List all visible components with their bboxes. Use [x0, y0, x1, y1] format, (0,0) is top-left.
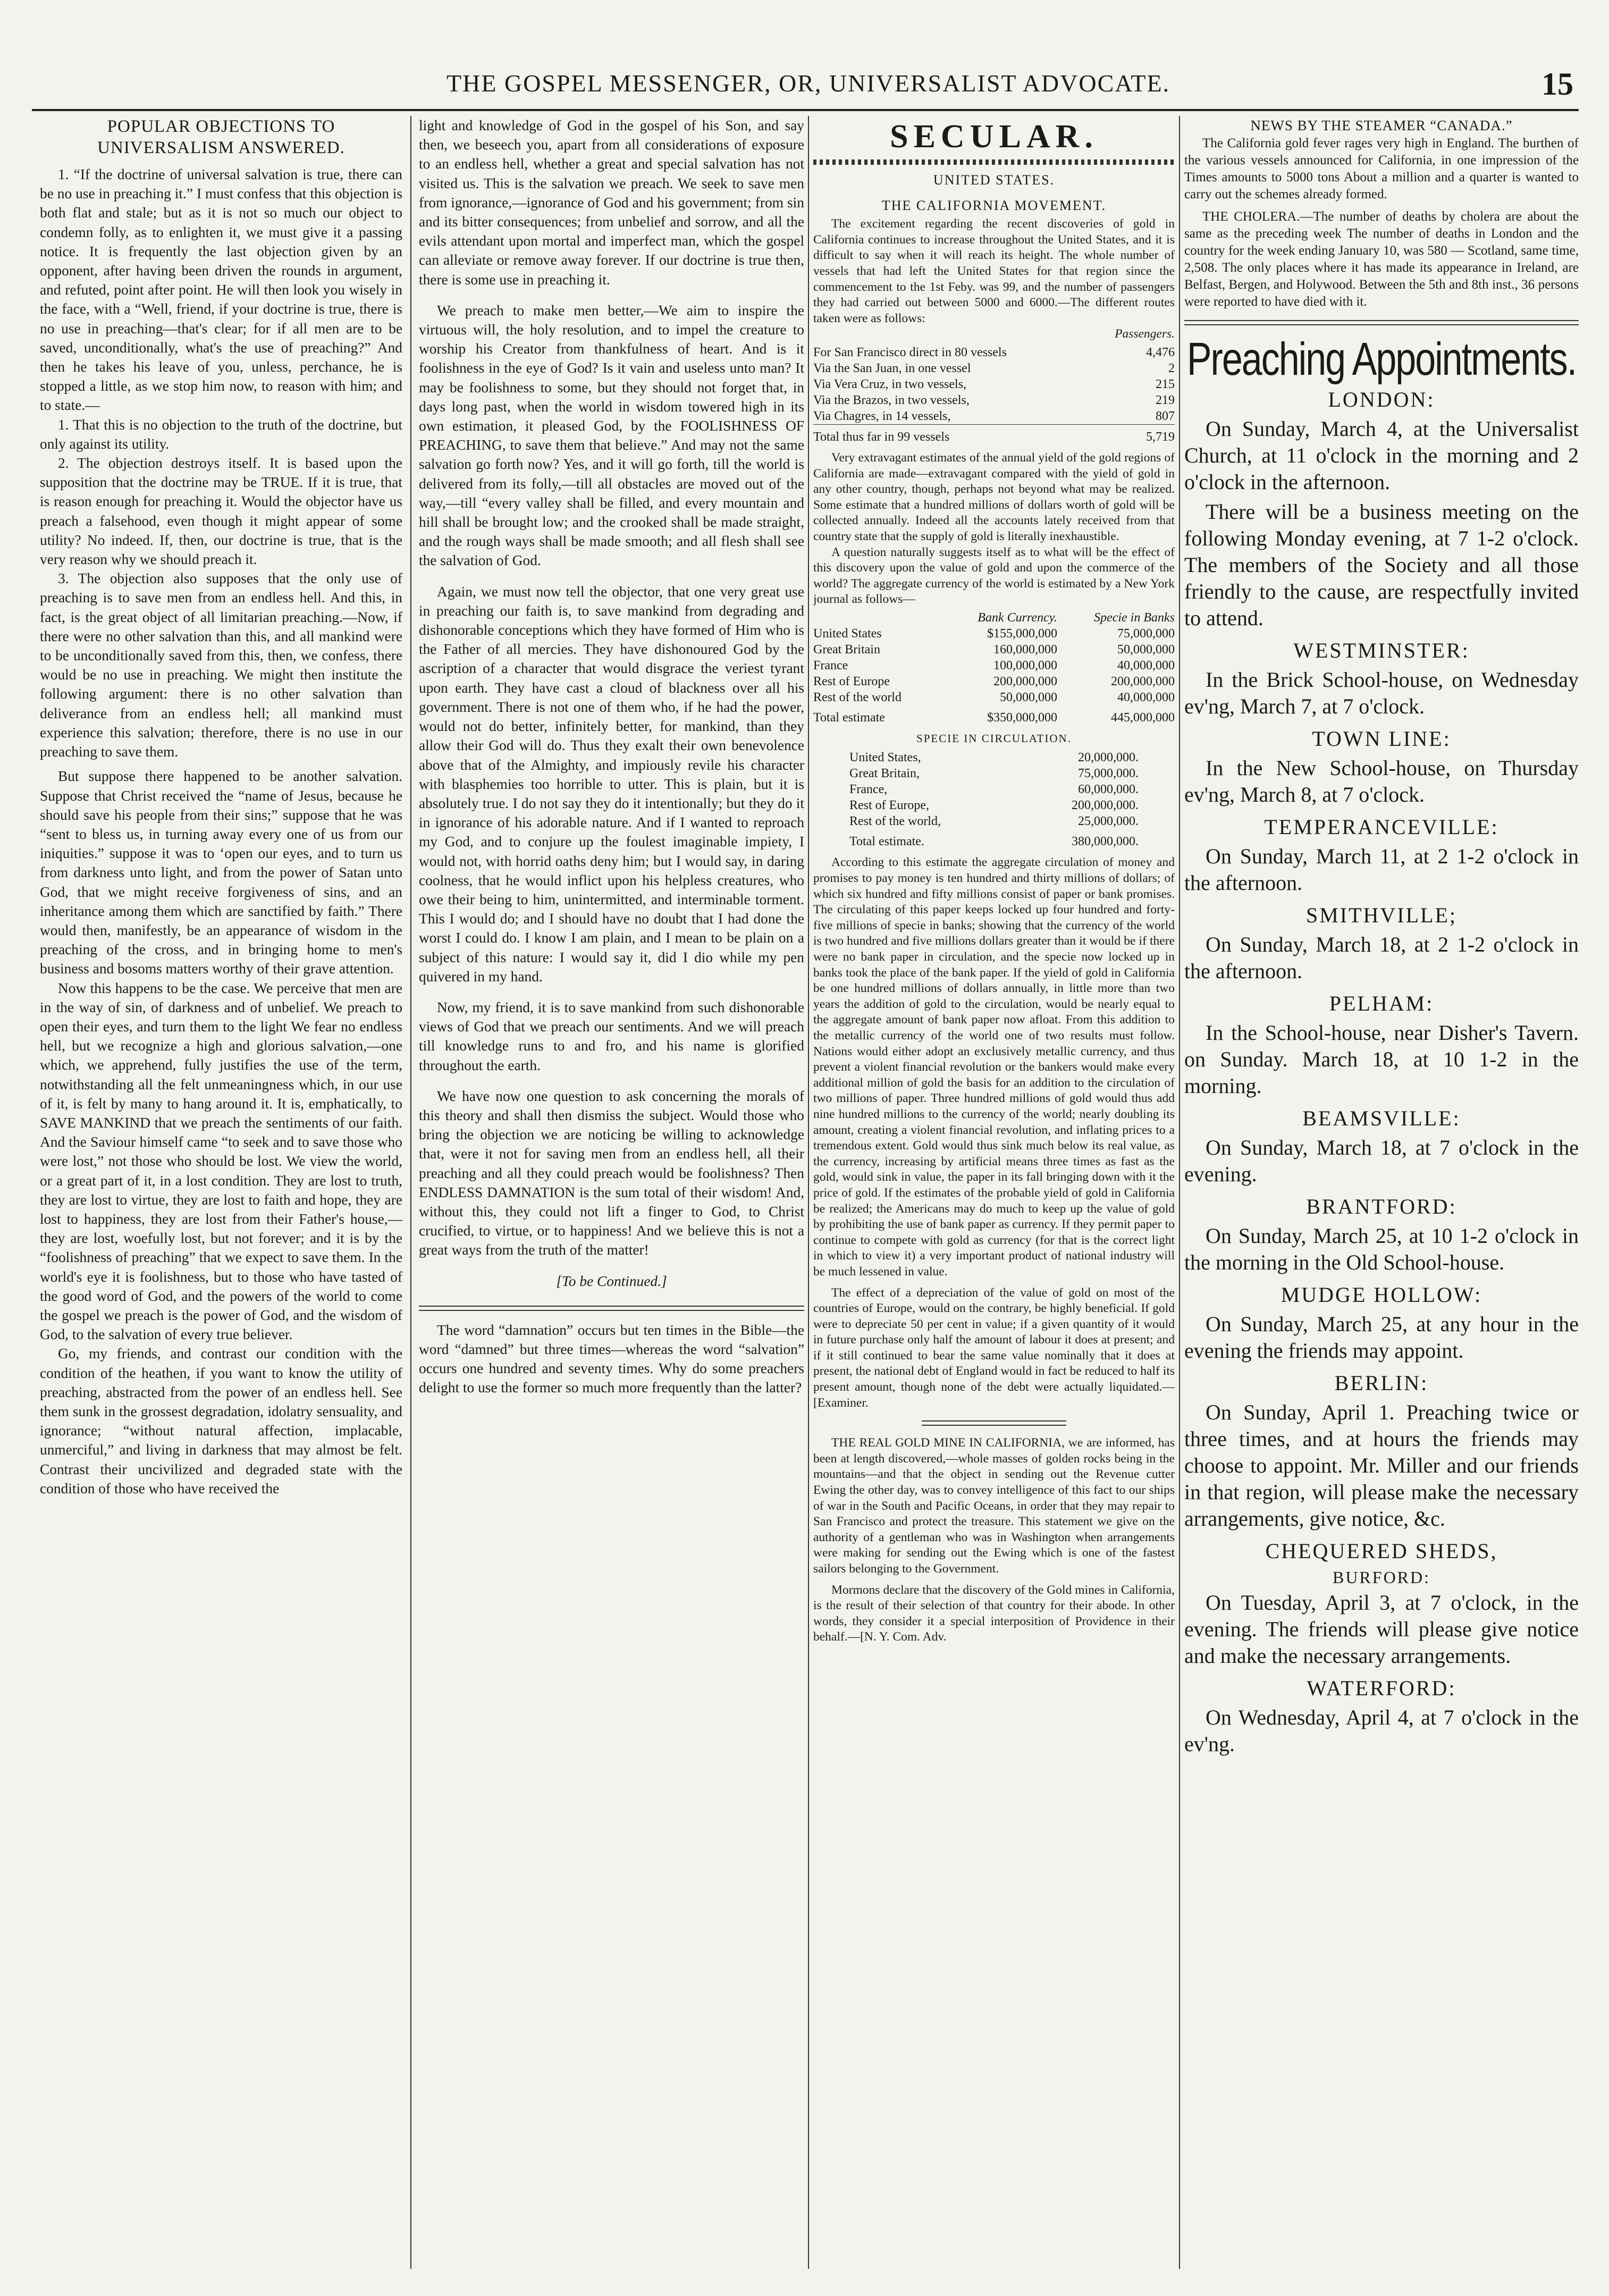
- paragraph: 1. That this is no objection to the truth of the doctrine, but only against its utility.: [40, 416, 402, 452]
- appointment-place: MUDGE HOLLOW:: [1281, 1283, 1482, 1307]
- paragraph: According to this estimate the aggregate circulation of money and promises to pay money is ten hundred and thirty millions of dollars; of which six hundred and fifty millions consist of paper or bank promises. The circulating of this paper keeps locked up four hundred and forty-five millions of specie in banks; showing that the currency of the world is two hundred and five millions dollars greater than it would be if there were no bank paper in circulation, and the specie now locked up in banks took the place of the bank paper. If the yield of gold in California be one hundred millions of dollars annually, in little more than two years the addition of gold to the circulation, would be nearly equal to the aggregate amount of bank paper now afloat. From this addition to the metallic currency of the world one of two results must follow. Nations would either adopt an exclusively metallic currency, and thus prevent a violent financial revolution or the bankers would make every additional million of gold the basis for an addition to the circulation of two millions of paper. Three hundred millions of gold would thus add nine hundred millions to the currency of the world; nearly doubling its amount, creating a violent financial revolution, and inflating prices to a tremendous extent. Gold would thus sink much below its real value, as the currency, increasing by artificial means three times as fast as the gold, would sink in value, the paper in its fall bringing down with it the price of gold. If the estimates of the probable yield of gold in California be realized; the Americans may do much to keep up the value of gold by prohibiting the use of bank paper as currency. If they permit paper to continue to compete with gold as currency (for that is the correct light in which to view it) a very important product of national industry will be much lessened in value.: [813, 855, 1175, 1279]
- appointment-place: LONDON:: [1328, 388, 1435, 412]
- section-heading: SECULAR.: [890, 119, 1098, 155]
- appointment-text: In the School-house, near Disher's Tavern. on Sunday. March 18, at 10 1-2 in the morning.: [1184, 1021, 1579, 1098]
- paragraph: Now, my friend, it is to save mankind from such dishonorable views of God that we preach our sentiments. And we will preach till knowledge runs to and fro, and his name is glorified throughout the earth.: [419, 999, 804, 1073]
- appointment-place: BERLIN:: [1334, 1371, 1429, 1395]
- table-row: Great Britain, 75,000,000.: [849, 767, 1139, 781]
- section-divider: [922, 1420, 1066, 1426]
- appointment-place: BRANTFORD:: [1306, 1195, 1457, 1219]
- table-row: Rest of Europe, 200,000,000.: [849, 798, 1139, 813]
- table-row: Rest of the world, 25,000,000.: [849, 814, 1139, 829]
- table-row: France, 60,000,000.: [849, 783, 1139, 797]
- appointments-title: Preaching Appointments.: [1186, 333, 1577, 385]
- table-header-row: Bank Currency. Specie in Banks: [978, 610, 1175, 625]
- column-rule: [410, 116, 411, 2269]
- table-title: SPECIE IN CIRCULATION.: [916, 731, 1072, 745]
- page-number: 15: [1541, 66, 1573, 102]
- paragraph: A question naturally suggests itself as to what will be the effect of this discovery upon the value of gold and upon the commerce of the world? The aggregate currency of the world is estimated by a New York journal as follows—: [813, 545, 1175, 607]
- specie-table: [849, 750, 1139, 850]
- appointment-text: On Sunday, March 18, at 7 o'clock in the evening.: [1184, 1136, 1579, 1187]
- table-total-row: Total estimate $350,000,000 445,000,000: [813, 710, 1175, 725]
- paragraph: The word “damnation” occurs but ten times in the Bible—the word “damned” but three times—whereas the word “salvation” occurs one hundred and seventy times. Why do some preachers delight to use the former so much more frequently than the latter?: [419, 1322, 804, 1396]
- paragraph: We preach to make men better,—We aim to inspire the virtuous will, the holy resolution, and to impel the creature to worship his Creator from thankfulness of heart. And is it foolishness in the eye of God? Is it vain and useless unto man? It may be foolishness to some, but they should not forget that, in days long past, when the world in wisdom towered high in its own estimation, it pleased God, by the FOOLISHNESS OF PREACHING, to save them that believe.” And may not the same salvation go forth now? Yes, and it will go forth, till the world is delivered from its folly,—till all obstacles are moved out of the way,—till “every valley shall be filled, and every mountain and hill shall be brought low; and the crooked shall be made straight, and the rough ways shall be made smooth; and all flesh shall see the salvation of God.: [419, 302, 804, 569]
- appointment-place: TOWN LINE:: [1312, 727, 1451, 751]
- appointment-place: CHEQUERED SHEDS,: [1265, 1539, 1498, 1563]
- column-rule: [1179, 116, 1180, 2269]
- table-row: Via Chagres, in 14 vessels, 807: [813, 409, 1175, 423]
- appointment-place: WESTMINSTER:: [1293, 638, 1470, 663]
- appointment-text: On Wednesday, April 4, at 7 o'clock in the ev'ng.: [1184, 1705, 1579, 1756]
- table-row: For San Francisco direct in 80 vessels 4,476: [813, 345, 1175, 359]
- paragraph: THE REAL GOLD MINE IN CALIFORNIA, we are informed, has been at length discovered,—whole masses of golden rocks being in the mountains—and that the object in sending out the Revenue cutter Ewing the other day, was to convey intelligence of this fact to our ships of war in the South and Pacific Oceans, in order that they may repair to San Francisco and protect the treasure. This statement we give on the authority of a gentleman who was in Washington when arrangements were making for sending out the Ewing which is one of the fastest sailors belonging to the Government.: [813, 1436, 1175, 1576]
- paragraph: The effect of a depreciation of the value of gold on most of the countries of Europe, would on the contrary, be highly beneficial. If gold were to depreciate 50 per cent in value; if a given quantity of it would in future purchase only half the amount of labour it does at present; and if it still continued to bear the same value nominally that it does at present, the national debt of England would in fact be reduced to half its present amount, though none of the debt were actually liquidated.—[Examiner.: [813, 1285, 1175, 1410]
- continued-note: [To be Continued.]: [556, 1273, 667, 1289]
- paragraph: Again, we must now tell the objector, that one very great use in preaching our faith is, to save mankind from degrading and dishonorable conceptions which they have formed of Him who is the Father of all mercies. They have dishonoured God by the ascription of a character that would disgrace the veriest tyrant upon earth. They have cast a cloud of blackness over all his government. There is not one of them who, if he had the power, would not do better, infinitely better, for mankind, than they allow their God will do. Thus they exalt their own benevolence above that of the Almighty, and impiously revile his character with blasphemies too horrible to utter. This is plain, but it is absolutely true. I do not say they do it intentionally; but they do it in ignorance of his adorable nature. And if I wanted to reproach my God, and to conjure up the foulest imaginable impiety, I would not, with horrid oaths deny him; but I would say, in daring coolness, that he would inflict upon his helpless creatures, who owe their being to him, unintermitted, and interminable torment. This I would do; and I should have no doubt that I had done the worst I could do. I know I am plain, and I mean to be plain on a subject of this nature: I would say it, did I dio while my pen quivered in my hand.: [419, 583, 804, 985]
- subheading: UNITED STATES.: [933, 172, 1055, 188]
- paragraph: light and knowledge of God in the gospel of his Son, and say then, we beseech you, apart from all considerations of exposure to an endless hell, whether a great and special salvation has not visited us. This is the salvation we preach. We seek to save men from ignorance,—ignorance of God and his government; from sin and its bitter consequences; from unbelief and sorrow, and all the evils attendant upon mortal and imperfect man, which the gospel can alleviate or remove away forever. If our doctrine is true then, there is some use in preaching it.: [419, 117, 804, 288]
- paragraph: 2. The objection destroys itself. It is based upon the supposition that the doctrine may be TRUE. If it is true, that is reason enough for preaching it. Would the objector have us preach a falsehood, even though it might appear of some utility? No indeed. If, then, our doctrine is true, that is the very reason why we should preach it.: [40, 455, 402, 568]
- routes-table: [813, 344, 1175, 445]
- appointment-place: SMITHVILLE;: [1305, 903, 1458, 928]
- appointment-text: On Sunday, March 25, at any hour in the evening the friends may appoint.: [1184, 1312, 1579, 1363]
- column-3: [813, 116, 1175, 2264]
- appointment-text: On Sunday, March 4, at the Universalist Church, at 11 o'clock in the morning and 2 o'clock in the afternoon.: [1184, 417, 1579, 494]
- bank-currency-table: [813, 610, 1175, 726]
- paragraph: Very extravagant estimates of the annual yield of the gold regions of California are made—extravagant compared with the yield of gold in any other country, though, perhaps not beyond what may be realized. Some estimate that a hundred millions of dollars worth of gold will be collected annually. Indeed all the accounts lately received from that country state that the supply of gold is literally inexhaustible.: [813, 450, 1175, 543]
- section-divider: [419, 1306, 804, 1311]
- running-head: THE GOSPEL MESSENGER, OR, UNIVERSALIST ADVOCATE.: [447, 70, 1170, 97]
- paragraph: THE CHOLERA.—The number of deaths by cholera are about the same as the preceding week The number of deaths in London and the country for the week ending January 10, was 580 — Scotland, same time, 2,508. The only places where it has made its appearance in Ireland, are Belfast, Bergen, and Holywood. Between the 5th and 8th inst., 36 persons were reported to have died with it.: [1184, 209, 1579, 309]
- column-4: [1184, 116, 1579, 2264]
- appointment-text: On Tuesday, April 3, at 7 o'clock, in the evening. The friends will please give notice and make the necessary arrangements.: [1184, 1591, 1579, 1668]
- table-row: Via the San Juan, in one vessel 2: [813, 361, 1175, 375]
- table-row: Via the Brazos, in two vessels, 219: [813, 393, 1175, 407]
- appointment-place: PELHAM:: [1329, 991, 1434, 1016]
- paragraph: We have now one question to ask concerning the morals of this theory and shall then dismiss the subject. Would those who bring the objection we are noticing be willing to acknowledge that, were it not for saving men from an endless hell, all their preaching and all they could preach would be foolishness? Then ENDLESS DAMNATION is the sum total of their wisdom! And, without this, they could not lift a finger to God, to Christ crucified, to virtue, or to happiness! And we believe this is not a great ways from the truth of the matter!: [419, 1088, 804, 1258]
- appointment-text: On Sunday, April 1. Preaching twice or three times, and at hours the friends may choose to appoint. Mr. Miller and our friends in that region, will please make the necessary arrangements, give notice, &c.: [1184, 1400, 1579, 1531]
- paragraph: The California gold fever rages very high in England. The burthen of the various vessels announced for California, in one impression of the Times amounts to 5000 tons About a million and a quarter is wanted to carry out the schemes already formed.: [1184, 136, 1579, 202]
- appointment-place: WATERFORD:: [1307, 1676, 1456, 1701]
- paragraph: But suppose there happened to be another salvation. Suppose that Christ received the “name of Jesus, because he should save his people from their sins;” suppose that he was “sent to bless us, in turning away every one of us from our iniquities.” suppose it was to ‘open our eyes, and to turn us from darkness unto light, and from the power of Satan unto God, that we might receive forgiveness of sins, and an inheritance among them which are sanctified by faith.” There would then, manifestly, be an appearance of wisdom in the preaching of the cross, and in bringing home to men's business and bosoms matters worthy of their grave attention.: [40, 768, 402, 977]
- appointment-text: On Sunday, March 11, at 2 1-2 o'clock in the afternoon.: [1184, 844, 1579, 895]
- page-header: [32, 66, 1595, 106]
- paragraph: The excitement regarding the recent discoveries of gold in California continues to increase throughout the United States, and it is difficult to say when it will reach its height. The whole number of vessels that had left the United States for that region since the commencement to the 1st Feby. was 99, and the number of passengers they had carried out between 5000 and 6000.—The different routes taken were as follows:: [813, 217, 1175, 325]
- appointment-text: In the New School-house, on Thursday ev'ng, March 8, at 7 o'clock.: [1184, 756, 1579, 807]
- appointment-place: BURFORD:: [1332, 1568, 1431, 1587]
- paragraph: 3. The objection also supposes that the only use of preaching is to save men from an endless hell. And this, in fact, is the great object of all limitarian preaching.—Now, if there were no other salvation than this, and all mankind were to be unconditionally saved from this, then, we confess, there would be no use in preaching. We might then institute the following argument: there is no other salvation than deliverance from an endless hell; all mankind must experience this salvation; therefore, there is no use in our preaching to save them.: [40, 570, 402, 760]
- paragraph: Now this happens to be the case. We perceive that men are in the way of sin, of darkness and of unbelief. We preach to open their eyes, and turn them to the light We fear no endless hell, but we recognize a high and glorious salvation,—one which, we apprehend, fully justifies the use of the term, notwithstanding all the felt unmeaningness which, in our use of it, is felt by many to hang around it. It is, emphatically, to SAVE MANKIND that we preach the sentiments of our faith. And the Saviour himself came “to seek and to save those who were lost,” not those who should be lost. We view the world, or a great part of it, in a lost condition. They are lost to truth, they are lost to virtue, they are lost to faith and hope, they are lost to happiness, they are lost from their Father's house,—they are lost, woefully lost, but not forever; and it is by the “foolishness of preaching” that we expect to save them. In the world's eye it is foolishness, but to those who have tasted of the good word of God, and the powers of the world to come the gospel we preach is the power of God, and the wisdom of God, to the salvation of every true believer.: [40, 980, 402, 1343]
- appointment-text: In the Brick School-house, on Wednesday ev'ng, March 7, at 7 o'clock.: [1184, 668, 1579, 719]
- ornamental-rule: [813, 159, 1175, 165]
- column-1: [40, 116, 402, 2264]
- column-2: [419, 116, 804, 2264]
- table-row: Rest of Europe 200,000,000 200,000,000: [813, 674, 1175, 688]
- appointment-place: BEAMSVILLE:: [1302, 1106, 1461, 1131]
- table-row: Rest of the world 50,000,000 40,000,000: [813, 690, 1175, 704]
- paragraph: Mormons declare that the discovery of the Gold mines in California, is the result of their selection of that country for their abode. In other words, they consider it a special interposition of Providence in their behalf.—[N. Y. Com. Adv.: [813, 1583, 1175, 1644]
- table-row: Great Britain 160,000,000 50,000,000: [813, 642, 1175, 657]
- appointment-text: On Sunday, March 25, at 10 1-2 o'clock in the morning in the Old School-house.: [1184, 1224, 1579, 1275]
- article-title: POPULAR OBJECTIONS TO UNIVERSALISM ANSWERED.: [97, 117, 345, 157]
- section-divider: [1184, 320, 1579, 325]
- table-label: Passengers.: [1115, 327, 1175, 341]
- table-row: Via Vera Cruz, in two vessels, 215: [813, 377, 1175, 391]
- table-row: United States $155,000,000 75,000,000: [813, 626, 1175, 641]
- appointment-place: TEMPERANCEVILLE:: [1264, 815, 1499, 839]
- table-row: United States, 20,000,000.: [849, 751, 1139, 765]
- article-title: THE CALIFORNIA MOVEMENT.: [881, 197, 1107, 213]
- column-rule: [808, 116, 809, 2269]
- appointments-list: [1184, 386, 1579, 1757]
- table-row: France 100,000,000 40,000,000: [813, 658, 1175, 672]
- paragraph: Go, my friends, and contrast our condition with the condition of the heathen, if you want to know the utility of preaching, abstracted from the power of an endless hell. See them sunk in the grossest degradation, idolatry sensuality, and ignorance; “without natural affection, implacable, unmerciful,” and living in darkness that may almost be felt. Contrast their uncivilized and degraded state with the condition of those who have received the: [40, 1345, 402, 1496]
- header-rule: [32, 109, 1579, 111]
- table-total-row: Total estimate. 380,000,000.: [849, 835, 1139, 849]
- appointment-text: On Sunday, March 18, at 2 1-2 o'clock in the afternoon.: [1184, 932, 1579, 983]
- paragraph: 1. “If the doctrine of universal salvation is true, there can be no use in preaching it.” I must confess that this objection is both flat and stale; but as it is not so much our object to condemn folly, as to enlighten it, we must give it a passing notice. It is frequently the last objection given by an opponent, after having been driven the rounds in argument, and refuted, point after point. He will then look you wisely in the face, with a “Well, friend, if your doctrine is true, there is no use in preaching—that's clear; for if all men are to be saved, unconditionally, what's the use of preaching?” And then he takes his leave of you, unless, perchance, he is stopped a little, as we stop him now, to reason with him; and to state.—: [40, 166, 402, 414]
- appointment-text: There will be a business meeting on the following Monday evening, at 7 1-2 o'clock. The members of the Society and all those friendly to the cause, are respectfully invited to attend.: [1184, 500, 1579, 630]
- table-total-row: Total thus far in 99 vessels 5,719: [813, 424, 1175, 445]
- article-title: NEWS BY THE STEAMER “CANADA.”: [1250, 117, 1513, 133]
